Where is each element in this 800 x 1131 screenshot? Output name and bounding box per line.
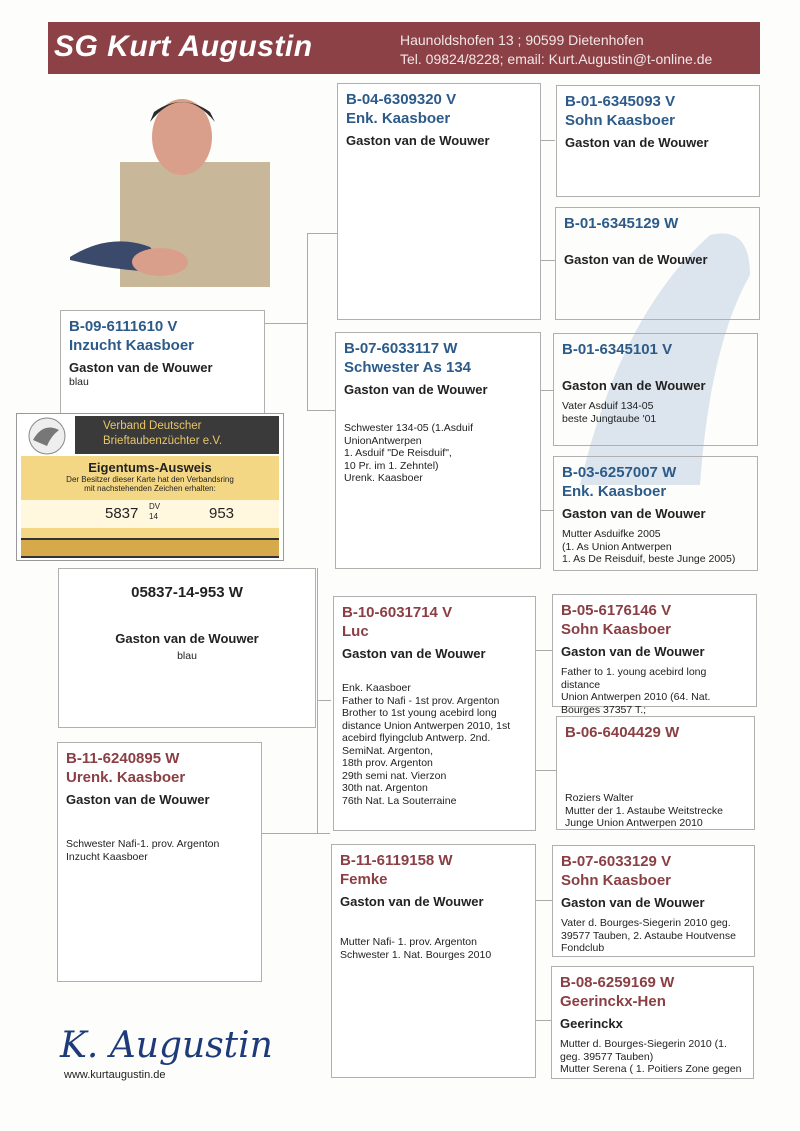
ancestor-breeder: Gaston van de Wouwer <box>562 506 706 521</box>
ancestor-box-5 <box>552 594 757 716</box>
contact-block <box>400 31 712 69</box>
ancestor-note: beste Jungtaube '01 <box>562 412 657 425</box>
page-title: SG Kurt Augustin <box>54 30 313 63</box>
connector <box>541 390 553 391</box>
breeder-photo <box>50 82 272 287</box>
parent-ring: B-07-6033117 W <box>344 340 458 357</box>
connector <box>307 233 337 234</box>
card-text-2: mit nachstehenden Zeichen erhalten: <box>84 484 216 493</box>
card-org <box>75 416 279 454</box>
grandmother-name: Urenk. Kaasboer <box>66 769 186 786</box>
ancestor-note: Junge Union Antwerpen 2010 <box>565 817 703 829</box>
parent-note: distance Union Antwerpen 2010, 1st <box>342 719 511 732</box>
ancestor-box-4 <box>553 456 758 571</box>
parent-box-3 <box>333 596 536 831</box>
connector <box>265 323 307 324</box>
parent-ring: B-11-6119158 W <box>340 852 453 869</box>
ancestor-ring: B-03-6257007 W <box>562 464 677 481</box>
ancestor-box-2 <box>555 207 760 320</box>
connector <box>317 700 331 701</box>
parent-ring: B-04-6309320 V <box>346 91 457 108</box>
ancestor-note: Union Antwerpen 2010 (64. Nat. <box>561 691 711 703</box>
connector <box>307 233 308 411</box>
connector <box>541 140 555 141</box>
card-pattern-strip <box>21 538 279 558</box>
ancestor-note: 39577 Tauben, 2. Astaube Houtvense <box>561 929 736 942</box>
ancestor-breeder: Gaston van de Wouwer <box>564 252 708 267</box>
card-text-1: Der Besitzer dieser Karte hat den Verbandsring <box>66 475 234 484</box>
parent-breeder: Gaston van de Wouwer <box>344 382 488 397</box>
partner-box <box>58 568 316 728</box>
card-org-line1: Verband Deutscher <box>103 420 202 432</box>
parent-note: Schwester 1. Nat. Bourges 2010 <box>340 948 492 961</box>
ancestor-note: Roziers Walter <box>565 792 634 804</box>
ancestor-note: Vater d. Bourges-Siegerin 2010 geg. <box>561 917 731 929</box>
header-banner <box>48 22 760 74</box>
card-body <box>21 456 279 538</box>
subject-color: blau <box>69 376 89 388</box>
ancestor-note: Vater Asduif 134-05 <box>562 400 654 412</box>
address: Haunoldshofen 13 ; 90599 Dietenhofen <box>400 32 644 48</box>
connector <box>307 410 337 411</box>
ancestor-note: (1. As Union Antwerpen <box>562 540 672 553</box>
ancestor-note: geg. 39577 Tauben) <box>560 1050 654 1063</box>
ancestor-note: 1. As De Reisduif, beste Junge 2005) <box>562 553 736 565</box>
connector <box>536 770 556 771</box>
signature: K. Augustin <box>60 1025 273 1066</box>
connector <box>262 833 330 834</box>
parent-note: Mutter Nafi- 1. prov. Argenton <box>340 936 477 948</box>
ancestor-note: Fondclub <box>561 942 605 954</box>
ancestor-box-1 <box>556 85 760 197</box>
ancestor-breeder: Gaston van de Wouwer <box>562 378 706 393</box>
connector <box>541 510 553 511</box>
ancestor-name: Sohn Kaasboer <box>561 872 672 889</box>
grandmother-ring: B-11-6240895 W <box>66 750 180 767</box>
parent-box-1 <box>337 83 541 320</box>
card-title: Eigentums-Ausweis <box>88 460 212 475</box>
parent-note: SemiNat. Argenton, <box>342 744 434 757</box>
parent-note: 1. Asduif "De Reisduif", <box>344 447 452 459</box>
parent-note: Brother to 1st young acebird long <box>342 707 497 719</box>
parent-note: Schwester 134-05 (1.Asduif <box>344 422 473 434</box>
website-link[interactable]: www.kurtaugustin.de <box>64 1069 166 1081</box>
ancestor-note: Mutter d. Bourges-Siegerin 2010 (1. <box>560 1038 727 1050</box>
parent-note: Enk. Kaasboer <box>342 682 411 694</box>
subject-ring: B-09-6111610 V <box>69 318 178 335</box>
partner-breeder: Gaston van de Wouwer <box>115 631 259 646</box>
ancestor-ring: B-07-6033129 V <box>561 853 672 870</box>
parent-note: 76th Nat. La Souterraine <box>342 794 457 807</box>
ancestor-ring: B-05-6176146 V <box>561 602 672 619</box>
grandmother-note-2: Inzucht Kaasboer <box>66 850 148 863</box>
parent-note: 18th prov. Argenton <box>342 757 433 769</box>
parent-name: Schwester As 134 <box>344 359 472 376</box>
parent-note: Urenk. Kaasboer <box>344 472 423 484</box>
ancestor-note: Mutter der 1. Astaube Weitstrecke <box>565 804 723 817</box>
connector <box>536 650 552 651</box>
parent-breeder: Gaston van de Wouwer <box>342 646 486 661</box>
ancestor-breeder: Gaston van de Wouwer <box>565 135 709 150</box>
parent-ring: B-10-6031714 V <box>342 604 453 621</box>
card-org-line2: Brieftaubenzüchter e.V. <box>103 435 223 447</box>
parent-breeder: Gaston van de Wouwer <box>346 133 490 148</box>
parent-box-2 <box>335 332 541 569</box>
subject-name: Inzucht Kaasboer <box>69 337 195 354</box>
parent-note: 29th semi nat. Vierzon <box>342 769 447 782</box>
contact: Tel. 09824/8228; email: Kurt.Augustin@t-online.de <box>400 51 713 67</box>
subject-breeder: Gaston van de Wouwer <box>69 360 213 375</box>
ancestor-breeder: Gaston van de Wouwer <box>561 895 705 910</box>
ancestor-breeder: Geerinckx <box>560 1016 623 1031</box>
card-ring-part1: 5837 <box>105 505 139 522</box>
card-ring-part2: DV <box>149 502 161 511</box>
parent-note: Father to Nafi - 1st prov. Argenton <box>342 694 500 707</box>
grandmother-box <box>57 742 262 982</box>
partner-color: blau <box>177 650 197 662</box>
ancestor-ring: B-01-6345129 W <box>564 215 679 232</box>
parent-breeder: Gaston van de Wouwer <box>340 894 484 909</box>
parent-name: Luc <box>342 623 369 640</box>
ancestor-ring: B-06-6404429 W <box>565 724 680 741</box>
parent-note: 30th nat. Argenton <box>342 782 428 794</box>
card-ring-part3: 14 <box>149 512 158 521</box>
ownership-card <box>16 413 284 561</box>
ancestor-box-8 <box>551 966 754 1079</box>
ancestor-name: Enk. Kaasboer <box>562 483 667 500</box>
parent-name: Enk. Kaasboer <box>346 110 451 127</box>
parent-note: 10 Pr. im 1. Zehntel) <box>344 459 439 472</box>
ancestor-box-3 <box>553 333 758 446</box>
parent-name: Femke <box>340 871 388 888</box>
ancestor-ring: B-01-6345093 V <box>565 93 676 110</box>
ancestor-name: Sohn Kaasboer <box>561 621 672 638</box>
ancestor-ring: B-08-6259169 W <box>560 974 675 991</box>
parent-note: acebird flyingclub Antwerp. 2nd. <box>342 732 491 744</box>
ancestor-note: Mutter Asduifke 2005 <box>562 528 661 540</box>
ancestor-box-6 <box>556 716 755 830</box>
grandmother-note-1: Schwester Nafi-1. prov. Argenton <box>66 838 220 850</box>
partner-ring: 05837-14-953 W <box>131 584 243 601</box>
connector <box>541 260 555 261</box>
ancestor-note: Father to 1. young acebird long distance <box>561 666 707 691</box>
grandmother-breeder: Gaston van de Wouwer <box>66 792 210 807</box>
ancestor-ring: B-01-6345101 V <box>562 341 673 358</box>
ancestor-breeder: Gaston van de Wouwer <box>561 644 705 659</box>
card-ring-row <box>21 500 279 528</box>
card-ring-part4: 953 <box>209 505 235 522</box>
parent-box-4 <box>331 844 536 1078</box>
dove-logo-icon <box>23 416 71 456</box>
ancestor-note: Bourges 37357 T.; <box>561 703 647 716</box>
ancestor-note: Mutter Serena ( 1. Poitiers Zone gegen <box>560 1063 742 1075</box>
parent-note: UnionAntwerpen <box>344 434 422 447</box>
ancestor-name: Sohn Kaasboer <box>565 112 676 129</box>
ancestor-box-7 <box>552 845 755 957</box>
subject-box <box>60 310 265 415</box>
ancestor-name: Geerinckx-Hen <box>560 993 666 1010</box>
